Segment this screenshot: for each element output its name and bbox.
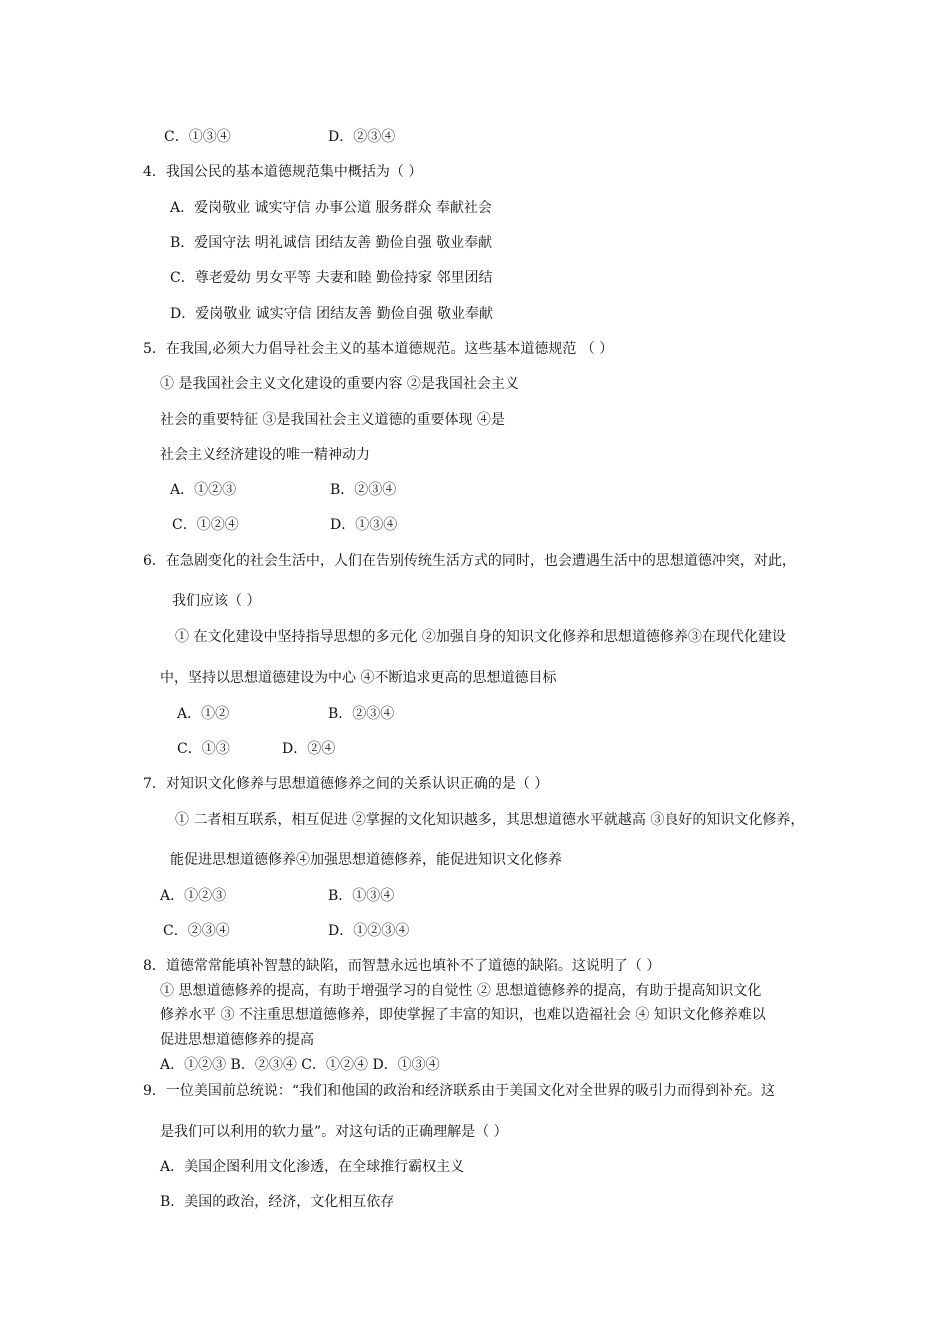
q6-stem: 6．在急剧变化的社会生活中，人们在告别传统生活方式的同时，也会遭遇生活中的思想道德冲突，对此， [143,553,796,569]
q6-stem-cont: 我们应该（ ） [172,593,261,609]
q5-option-b: B．②③④ [330,482,397,498]
q5-statement-line: 社会的重要特征 ③是我国社会主义道德的重要体现 ④是 [160,412,505,428]
q7-option-c: C．②③④ [163,923,230,939]
q6-option-d: D．②④ [282,741,336,757]
q8-statement-line: 修养水平 ③ 不注重思想道德修养，即使掌握了丰富的知识，也难以造福社会 ④ 知识文化修养难以 [160,1007,766,1023]
q8-stem: 8．道德常常能填补智慧的缺陷，而智慧永远也填补不了道德的缺陷。这说明了（ ） [143,958,661,974]
q6-option-a: A．①② [177,706,230,722]
q5-statement-line: ① 是我国社会主义文化建设的重要内容 ②是我国社会主义 [160,376,519,392]
q6-option-b: B．②③④ [328,706,395,722]
q7-option-b: B．①③④ [328,888,395,904]
q4-option-d: D．爱岗敬业 诚实守信 团结友善 勤俭自强 敬业奉献 [170,306,494,322]
q4-option-b: B．爱国守法 明礼诚信 团结友善 勤俭自强 敬业奉献 [170,235,493,251]
q7-stem: 7．对知识文化修养与思想道德修养之间的关系认识正确的是（ ） [143,776,549,792]
q4-option-a: A．爱岗敬业 诚实守信 办事公道 服务群众 奉献社会 [170,200,492,216]
q9-option-a: A．美国企图利用文化渗透，在全球推行霸权主义 [160,1159,465,1175]
q4-stem: 4．我国公民的基本道德规范集中概括为（ ） [143,164,423,180]
q3-option-d: D．②③④ [328,129,396,145]
q5-stem: 5．在我国,必须大力倡导社会主义的基本道德规范。这些基本道德规范 （ ） [143,341,614,357]
q5-statement-line: 社会主义经济建设的唯一精神动力 [160,447,370,463]
q8-options: A．①②③ B．②③④ C．①②④ D．①③④ [160,1057,440,1073]
q9-stem: 9．一位美国前总统说：“我们和他国的政治和经济联系由于美国文化对全世界的吸引力而得到补充。这 [143,1083,776,1099]
q5-option-d: D．①③④ [330,517,398,533]
q4-option-c: C．尊老爱幼 男女平等 夫妻和睦 勤俭持家 邻里团结 [170,270,493,286]
q9-stem-cont: 是我们可以利用的软力量”。对这句话的正确理解是（ ） [160,1124,508,1140]
q8-statement-line: ① 思想道德修养的提高，有助于增强学习的自觉性 ② 思想道德修养的提高，有助于提高知识文化 [160,983,762,999]
q7-option-a: A．①②③ [160,888,227,904]
q7-option-d: D．①②③④ [328,923,410,939]
q6-statement-line: 中，坚持以思想道德建设为中心 ④不断追求更高的思想道德目标 [160,670,557,686]
q5-option-c: C．①②④ [172,517,239,533]
q6-statement-line: ① 在文化建设中坚持指导思想的多元化 ②加强自身的知识文化修养和思想道德修养③在现代化建设 [175,629,786,645]
q8-statement-line: 促进思想道德修养的提高 [160,1032,314,1048]
q6-option-c: C．①③ [177,741,230,757]
q7-statement-line: 能促进思想道德修养④加强思想道德修养，能促进知识文化修养 [170,852,562,868]
q7-statement-line: ① 二者相互联系，相互促进 ②掌握的文化知识越多，其思想道德水平就越高 ③良好的知识文化修养， [175,812,805,828]
q3-option-c: C．①③④ [164,129,231,145]
q5-option-a: A．①②③ [170,482,237,498]
q9-option-b: B．美国的政治，经济，文化相互依存 [160,1194,395,1210]
